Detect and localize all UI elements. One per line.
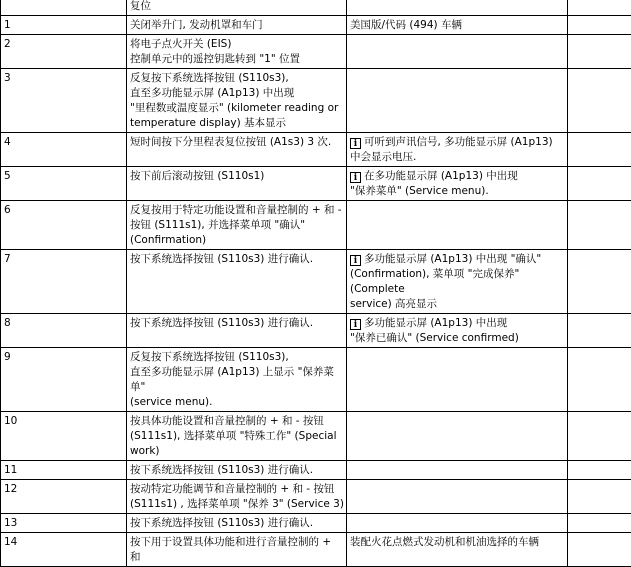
step-instruction <box>127 461 347 480</box>
step-instruction <box>127 0 347 16</box>
step-instruction <box>127 514 347 533</box>
info-icon: i <box>350 138 361 149</box>
table-row <box>1 133 631 167</box>
step-note <box>347 16 568 35</box>
step-number <box>1 0 127 16</box>
blank-cell <box>568 314 631 348</box>
step-number: 11 <box>1 461 127 480</box>
note-line <box>350 535 565 550</box>
instruction-line: 反复按下系统选择按钮 (S110s3), <box>130 71 344 86</box>
step-instruction <box>127 348 347 412</box>
step-instruction <box>127 250 347 314</box>
instruction-line: 复位 <box>130 0 344 14</box>
note-line <box>350 135 565 150</box>
step-note <box>347 348 568 412</box>
step-instruction <box>127 533 347 567</box>
note-line <box>350 297 565 312</box>
note-text: 美国版/代码 (494) 车辆 <box>350 19 462 31</box>
step-instruction <box>127 167 347 201</box>
step-note <box>347 461 568 480</box>
note-text: (Confirmation), 菜单项 "完成保养" (Complete <box>350 268 519 295</box>
note-line <box>350 150 565 165</box>
step-number: 1 <box>1 16 127 35</box>
step-instruction <box>127 201 347 250</box>
instruction-line: 直至多功能显示屏 (A1p13) 上显示 "保养菜单" <box>130 365 344 395</box>
blank-cell <box>568 461 631 480</box>
step-number: 14 <box>1 533 127 567</box>
note-line <box>350 267 565 297</box>
instruction-line: 按下前后滚动按钮 (S110s1) <box>130 169 344 184</box>
note-line <box>350 316 565 331</box>
note-text: 装配火花点燃式发动机和机油选择的车辆 <box>350 536 539 548</box>
instruction-line: 按动特定功能调节和音量控制的 + 和 - 按钮 <box>130 482 344 497</box>
table-row <box>1 0 631 16</box>
instruction-line: 按下系统选择按钮 (S110s3) 进行确认. <box>130 316 344 331</box>
blank-cell <box>568 0 631 16</box>
step-note <box>347 533 568 567</box>
blank-cell <box>568 167 631 201</box>
instruction-line: 将电子点火开关 (EIS) <box>130 37 344 52</box>
note-text: "保养菜单" (Service menu). <box>350 185 489 197</box>
step-number: 4 <box>1 133 127 167</box>
step-instruction <box>127 412 347 461</box>
step-note <box>347 201 568 250</box>
note-text: 多功能显示屏 (A1p13) 中出现 <box>364 317 507 329</box>
blank-cell <box>568 533 631 567</box>
step-note <box>347 250 568 314</box>
info-icon: i <box>350 172 361 183</box>
step-instruction <box>127 314 347 348</box>
instruction-line: 反复按用于特定功能设置和音量控制的 + 和 - <box>130 203 344 218</box>
blank-cell <box>568 480 631 514</box>
note-text: service) 高亮显示 <box>350 298 437 310</box>
step-instruction <box>127 69 347 133</box>
table-row <box>1 69 631 133</box>
step-number: 3 <box>1 69 127 133</box>
step-number: 6 <box>1 201 127 250</box>
instruction-line: (S111s1), 选择菜单项 "特殊工作" (Special <box>130 429 344 444</box>
blank-cell <box>568 514 631 533</box>
instruction-line: 按下系统选择按钮 (S110s3) 进行确认. <box>130 516 344 531</box>
note-line <box>350 18 565 33</box>
instruction-line: 按具体功能设置和音量控制的 + 和 - 按钮 <box>130 414 344 429</box>
step-number: 10 <box>1 412 127 461</box>
step-instruction <box>127 133 347 167</box>
instruction-line: (Confirmation) <box>130 233 344 248</box>
note-line <box>350 331 565 346</box>
info-icon: i <box>350 255 361 266</box>
instruction-line: 关闭举升门, 发动机罩和车门 <box>130 18 344 33</box>
table-row <box>1 514 631 533</box>
step-instruction <box>127 16 347 35</box>
instruction-line: work) <box>130 444 344 459</box>
table-row <box>1 480 631 514</box>
blank-cell <box>568 133 631 167</box>
step-note <box>347 412 568 461</box>
step-number: 7 <box>1 250 127 314</box>
step-note <box>347 167 568 201</box>
note-text: 多功能显示屏 (A1p13) 中出现 "确认" <box>364 253 541 265</box>
step-note <box>347 314 568 348</box>
step-instruction <box>127 35 347 69</box>
instruction-line: 直至多功能显示屏 (A1p13) 中出现 <box>130 86 344 101</box>
step-number: 12 <box>1 480 127 514</box>
note-line <box>350 184 565 199</box>
blank-cell <box>568 69 631 133</box>
note-text: 在多功能显示屏 (A1p13) 中出现 <box>364 170 518 182</box>
table-row <box>1 461 631 480</box>
blank-cell <box>568 412 631 461</box>
instruction-line: 按下系统选择按钮 (S110s3) 进行确认. <box>130 463 344 478</box>
step-number: 8 <box>1 314 127 348</box>
table-row <box>1 16 631 35</box>
step-note <box>347 0 568 16</box>
table-row <box>1 35 631 69</box>
table-row <box>1 167 631 201</box>
info-icon: i <box>350 319 361 330</box>
instruction-line: temperature display) 基本显示 <box>130 116 344 131</box>
instruction-line: (service menu). <box>130 395 344 410</box>
table-row <box>1 201 631 250</box>
instruction-line: 反复按下系统选择按钮 (S110s3), <box>130 350 344 365</box>
step-note <box>347 133 568 167</box>
table-row <box>1 348 631 412</box>
step-note <box>347 480 568 514</box>
instruction-line: 控制单元中的遥控钥匙转到 "1" 位置 <box>130 52 344 67</box>
step-number: 9 <box>1 348 127 412</box>
note-text: 中会显示电压. <box>350 151 416 163</box>
instruction-line: "里程数或温度显示" (kilometer reading or <box>130 101 344 116</box>
instruction-line: 按下系统选择按钮 (S110s3) 进行确认. <box>130 252 344 267</box>
blank-cell <box>568 348 631 412</box>
note-text: 可听到声讯信号, 多功能显示屏 (A1p13) <box>364 136 553 148</box>
blank-cell <box>568 35 631 69</box>
step-number: 5 <box>1 167 127 201</box>
blank-cell <box>568 201 631 250</box>
blank-cell <box>568 250 631 314</box>
step-note <box>347 35 568 69</box>
note-line <box>350 252 565 267</box>
table-row <box>1 412 631 461</box>
step-instruction <box>127 480 347 514</box>
step-number: 2 <box>1 35 127 69</box>
step-number: 13 <box>1 514 127 533</box>
table-row <box>1 314 631 348</box>
step-note <box>347 514 568 533</box>
instruction-line: 按钮 (S111s1), 并选择菜单项 "确认" <box>130 218 344 233</box>
table-row <box>1 250 631 314</box>
note-line <box>350 169 565 184</box>
blank-cell <box>568 16 631 35</box>
instruction-line: 按下用于设置具体功能和进行音量控制的 + 和 <box>130 535 344 565</box>
instruction-line: 短时间按下分里程表复位按钮 (A1s3) 3 次. <box>130 135 344 150</box>
table-row <box>1 533 631 567</box>
note-text: "保养已确认" (Service confirmed) <box>350 332 519 344</box>
instruction-line: (S111s1) , 选择菜单项 "保养 3" (Service 3) <box>130 497 344 512</box>
step-note <box>347 69 568 133</box>
